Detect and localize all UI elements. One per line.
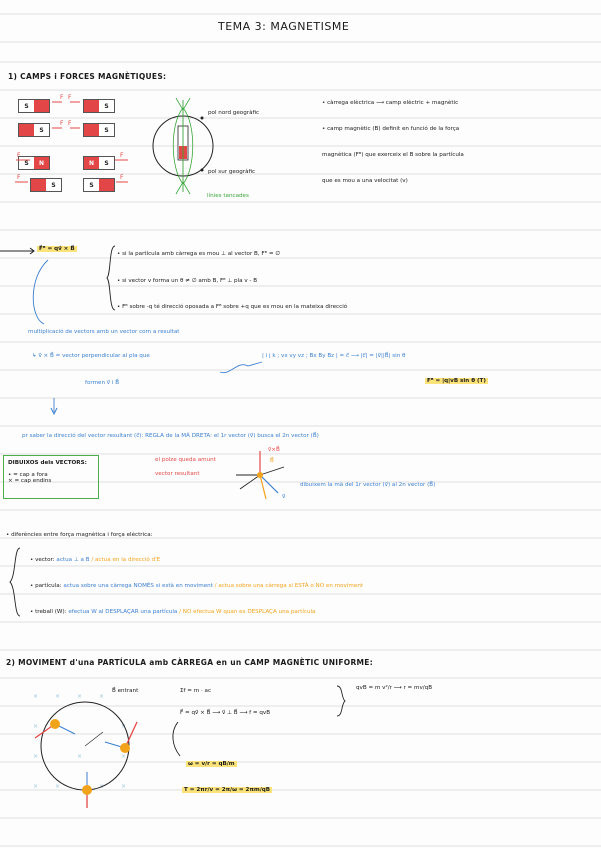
field-lines-label: línies tancades <box>207 193 249 199</box>
section1-heading: 1) CAMPS i FORCES MAGNÈTIQUES: <box>8 72 167 81</box>
vector-drawings-box <box>3 455 99 499</box>
right-hand-rule: pr saber la direcció del vector resultant (c⃗): REGLA de la MÀ DRETA: el 1r vector (v⃗) busca el 2n vector (B⃗) <box>22 433 319 439</box>
magnet: S <box>18 123 50 137</box>
thumb-note: el polze queda amunt <box>155 457 216 463</box>
svg-text:F: F <box>60 120 64 127</box>
cross-product-detail: ↳ v⃗ × B⃗ = vector perpendicular al pla que <box>32 353 150 359</box>
svg-text:×: × <box>77 753 83 760</box>
connector-arrows <box>20 258 120 418</box>
diff-particle-magnetic: actua sobre una càrrega NOMÉS si està en moviment <box>63 583 213 589</box>
fb-magnitude: Fᴮ = |q|vB sin θ (T) <box>427 378 486 384</box>
page-title: TEMA 3: MAGNETISME <box>218 20 350 33</box>
vec-v-label: v⃗ <box>282 494 286 500</box>
svg-text:×: × <box>121 723 127 730</box>
differences-heading: • diferències entre força magnètica i força elèctrica: <box>6 532 153 538</box>
bullet-field: • camp magnètic (B) definit en funció de la força <box>322 126 460 132</box>
period-eq: T = 2πr/v = 2π/ω = 2πm/qB <box>184 787 271 793</box>
sweep-note: dibuixem la mà del 1r vector (v⃗) al 2n vector (B⃗) <box>300 482 436 488</box>
svg-text:×: × <box>55 783 61 790</box>
determinant: | i j k ; vx vy vz ; Bx By Bz | = c⃗ ⟶ |c⃗| = |v⃗||B⃗| sin θ <box>262 353 406 359</box>
south-geo-label: pol sur geogràfic <box>208 169 256 175</box>
force-eq: F⃗ = qv⃗ × B⃗ ⟶ v⃗ ⊥ B⃗ ⟶ f = qvB <box>180 710 271 716</box>
plane-formed: formen v⃗ i B⃗ <box>85 380 120 386</box>
diff-vector-magnetic: actua ⊥ a B <box>56 557 90 563</box>
vec-b-label: B⃗ <box>270 458 274 464</box>
wave-arrow <box>218 356 266 378</box>
svg-text:F: F <box>17 152 21 159</box>
radius-eq: qvB = m v²/r ⟶ r = mv/qB <box>356 685 433 691</box>
svg-text:×: × <box>33 693 39 700</box>
diff-work-label: • treball (W): <box>30 609 67 615</box>
diff-vector-electric: / actua en la direcció d'E <box>91 557 161 563</box>
svg-text:×: × <box>121 783 127 790</box>
lorentz-formula: F⃗ᴮ = qv⃗ × B⃗ <box>39 246 75 252</box>
arrow-icon <box>0 246 40 256</box>
brace-icon <box>335 684 347 718</box>
svg-text:F: F <box>68 94 72 101</box>
vec-c-label: v⃗×B⃗ <box>268 447 280 453</box>
svg-text:×: × <box>99 783 105 790</box>
bullet-field-2: magnètica (Fᴮ) que exerceix el B sobre la partícula <box>322 152 464 158</box>
case-perpendicular: • si la partícula amb càrrega es mou ⊥ al vector B, Fᴮ = ∅ <box>117 251 281 257</box>
section2-heading: 2) MOVIMENT d'una PARTÍCULA amb CÀRREGA en un CAMP MAGNÈTIC UNIFORME: <box>6 658 374 667</box>
magnet: N S <box>83 156 115 170</box>
svg-text:F: F <box>68 120 72 127</box>
magnet: S <box>83 123 115 137</box>
svg-text:×: × <box>77 693 83 700</box>
svg-text:×: × <box>33 753 39 760</box>
diff-work-electric: / NO efectua W quan es DESPLAÇA una partícula <box>179 609 316 615</box>
b-entrant-label: B⃗ entrant <box>112 688 139 694</box>
cross-meaning: × = cap endins <box>8 478 52 484</box>
case-angle: • si vector v forma un θ ≠ ∅ amb B, Fᴮ ⊥ pla v - B <box>117 278 258 284</box>
drawings-title: DIBUIXOS dels VECTORS: <box>8 460 87 466</box>
magnet: S <box>30 178 62 192</box>
svg-text:F: F <box>60 94 64 101</box>
svg-text:×: × <box>99 693 105 700</box>
diff-work <box>30 609 316 615</box>
diff-vector <box>30 557 160 563</box>
svg-text:F: F <box>120 174 124 181</box>
cross-product-def: multiplicació de vectors amb un vector com a resultat <box>28 329 180 335</box>
diff-work-magnetic: efectua W al DESPLAÇAR una partícula <box>68 609 178 615</box>
diff-vector-label: • vector: <box>30 557 55 563</box>
dot-meaning: • = cap a fora <box>8 472 48 478</box>
north-geo-label: pol nord geogràfic <box>208 110 260 116</box>
svg-text:×: × <box>121 753 127 760</box>
circular-motion-diagram <box>25 684 145 814</box>
diff-particle-label: • partícula: <box>30 583 62 589</box>
diff-particle <box>30 583 363 589</box>
diff-particle-electric: / actua sobre una càrrega si ESTÀ o NO en moviment <box>214 583 364 589</box>
newton-eq: Σf = m · ac <box>180 688 212 694</box>
magnet: S N <box>18 156 50 170</box>
svg-text:×: × <box>33 783 39 790</box>
svg-text:F: F <box>120 152 124 159</box>
angular-velocity: ω = v/r = qB/m <box>188 761 235 767</box>
thumb-note-2: vector resultant <box>155 471 200 477</box>
magnet-force-arrows <box>0 90 160 200</box>
svg-text:F: F <box>17 174 21 181</box>
brace-icon <box>8 546 22 618</box>
svg-text:×: × <box>33 723 39 730</box>
bullet-charge: • càrrega elèctrica ⟶ camp elèctric + magnètic <box>322 100 459 106</box>
magnet: S <box>83 178 115 192</box>
right-hand-diagram <box>230 445 290 505</box>
case-negative: • Fᴮ sobre -q té direcció oposada a Fᴮ sobre +q que es mou en la mateixa direcció <box>117 304 348 310</box>
magnet: S <box>83 99 115 113</box>
arrow-icon <box>168 720 188 760</box>
svg-text:×: × <box>55 693 61 700</box>
magnet: S <box>18 99 50 113</box>
bullet-field-3: que es mou a una velocitat (v) <box>322 178 408 184</box>
